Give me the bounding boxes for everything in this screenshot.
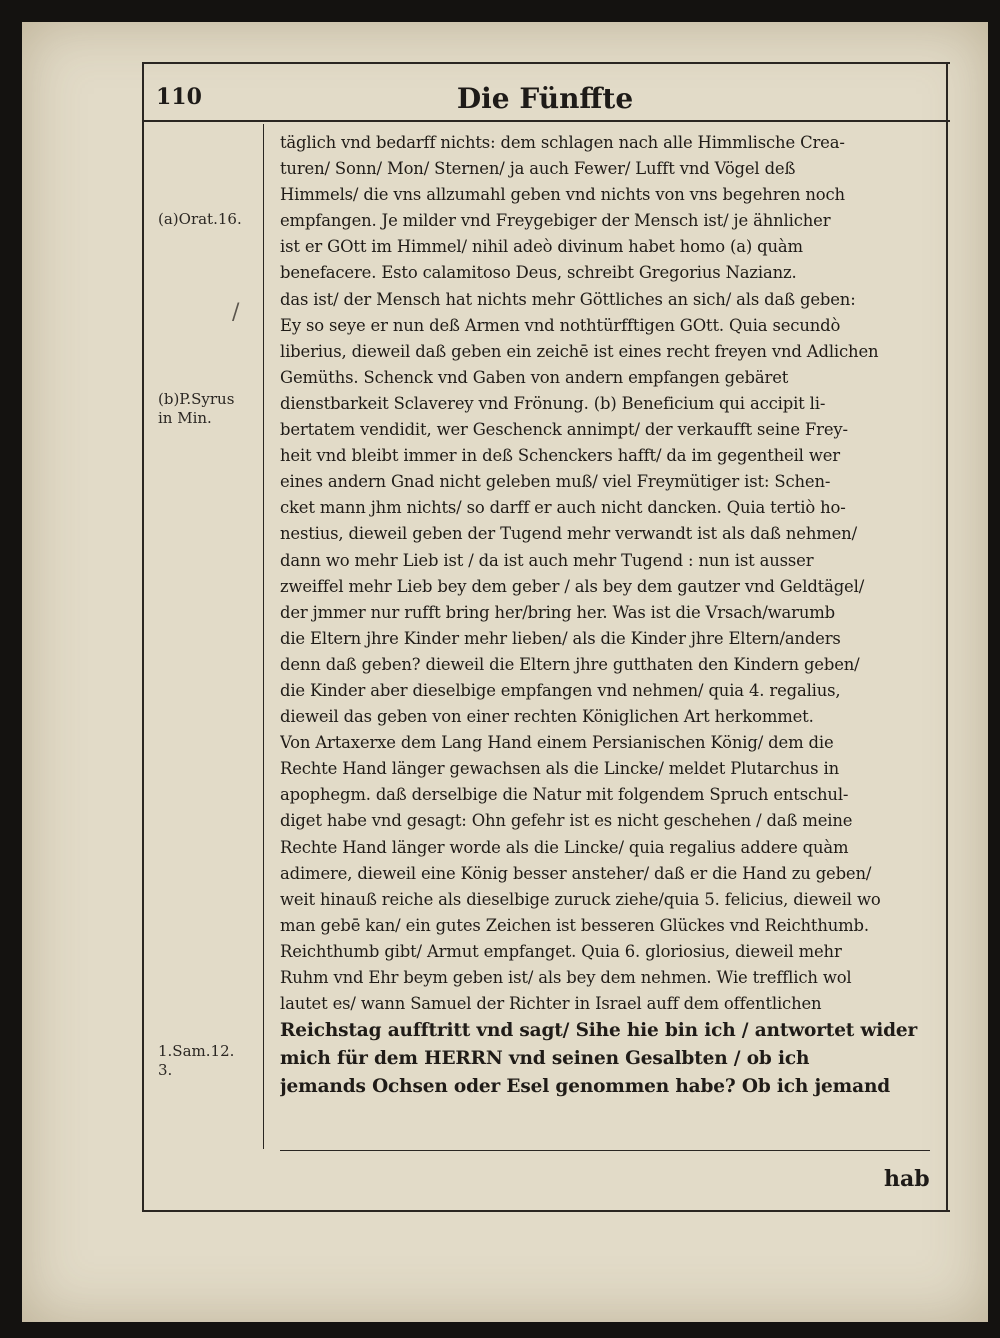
running-title: Die Fünffte (456, 82, 634, 115)
text-line: Reichthumb gibt/ Armut empfanget. Quia 6. gloriosius, dieweil mehr (280, 941, 842, 961)
text-line: Ey so seye er nun deß Armen vnd nothtürfftigen GOtt. Quia secundò (280, 315, 841, 335)
text-line: dieweil das geben von einer rechten Königlichen Art herkommet. (280, 707, 814, 727)
text-bottom-rule (280, 1150, 930, 1151)
text-line: dienstbarkeit Sclaverey vnd Frönung. (b) Beneficium qui accipit li- (280, 393, 826, 413)
text-line: liberius, dieweil daß geben ein zeichē ist eines recht freyen vnd Adlichen (280, 341, 879, 361)
right-frame-rule (946, 62, 948, 1212)
text-line: man gebē kan/ ein gutes Zeichen ist besseren Glückes vnd Reichthumb. (280, 915, 869, 935)
text-line: dann wo mehr Lieb ist / da ist auch mehr Tugend : nun ist ausser (280, 550, 814, 570)
text-line: diget habe vnd gesagt: Ohn gefehr ist es nicht geschehen / daß meine (280, 811, 853, 831)
text-line: weit hinauß reiche als dieselbige zuruck ziehe/quia 5. felicius, dieweil wo (280, 889, 881, 909)
text-line: ist er GOtt im Himmel/ nihil adeò divinum habet homo (a) quàm (280, 237, 803, 257)
running-head (150, 82, 940, 118)
text-line-emphasis: mich für dem HERRN vnd seinen Gesalbten / ob ich (280, 1048, 810, 1070)
text-line: der jmmer nur rufft bring her/bring her. Was ist die Vrsach/warumb (280, 602, 835, 622)
left-frame-rule (142, 62, 144, 1212)
text-line: eines andern Gnad nicht geleben muß/ viel Freymütiger ist: Schen- (280, 472, 831, 492)
text-line: das ist/ der Mensch hat nichts mehr Göttliches an sich/ als daß geben: (280, 289, 856, 309)
text-line: turen/ Sonn/ Mon/ Sternen/ ja auch Fewer/ Lufft vnd Vögel deß (280, 159, 796, 179)
text-line: cket mann jhm nichts/ so darff er auch nicht dancken. Quia tertiò ho- (280, 498, 846, 518)
margin-note: 1.Sam.12. 3. (158, 1042, 235, 1079)
text-line: benefacere. Esto calamitoso Deus, schreibt Gregorius Nazianz. (280, 263, 797, 283)
text-line: Von Artaxerxe dem Lang Hand einem Persianischen König/ dem die (280, 733, 834, 753)
text-line: nestius, dieweil geben der Tugend mehr verwandt ist als daß nehmen/ (280, 524, 857, 544)
text-line-emphasis: jemands Ochsen oder Esel genommen habe? Ob ich jemand (280, 1076, 891, 1098)
column-rule (263, 124, 264, 1149)
text-line: adimere, dieweil eine König besser ansteher/ daß er die Hand zu geben/ (280, 863, 872, 883)
text-line-emphasis: Reichstag aufftritt vnd sagt/ Sihe hie bin ich / antwortet wider (280, 1020, 918, 1042)
text-line: die Eltern jhre Kinder mehr lieben/ als die Kinder jhre Eltern/anders (280, 628, 841, 648)
text-line: denn daß geben? dieweil die Eltern jhre gutthaten den Kindern geben/ (280, 654, 860, 674)
text-line: täglich vnd bedarff nichts: dem schlagen nach alle Himmlische Crea- (280, 133, 845, 152)
text-line: Rechte Hand länger worde als die Lincke/ quia regalius addere quàm (280, 837, 849, 857)
text-line: apophegm. daß derselbige die Natur mit folgendem Spruch entschul- (280, 785, 849, 805)
text-line: Gemüths. Schenck vnd Gaben von andern empfangen gebäret (280, 367, 789, 387)
ink-stroke-icon: / (232, 300, 240, 325)
text-line: Rechte Hand länger gewachsen als die Lincke/ meldet Plutarchus in (280, 759, 839, 779)
page-number: 110 (156, 84, 202, 110)
margin-note: (a)Orat.16. (158, 210, 242, 228)
header-rule (142, 120, 950, 122)
top-rule (142, 62, 950, 64)
text-line: lautet es/ wann Samuel der Richter in Israel auff dem offentlichen (280, 994, 822, 1014)
text-line: zweiffel mehr Lieb bey dem geber / als bey dem gautzer vnd Geldtägel/ (280, 576, 865, 596)
catchword: hab (884, 1166, 930, 1192)
text-line: Ruhm vnd Ehr beym geben ist/ als bey dem nehmen. Wie trefflich wol (280, 968, 852, 987)
bottom-rule (142, 1210, 950, 1212)
text-line: bertatem vendidit, wer Geschenck annimpt/ der verkaufft seine Frey- (280, 420, 848, 440)
text-line: empfangen. Je milder vnd Freygebiger der Mensch ist/ je ähnlicher (280, 211, 831, 231)
text-line: heit vnd bleibt immer in deß Schenckers hafft/ da im gegentheil wer (280, 446, 840, 466)
margin-note: (b)P.Syrus in Min. (158, 390, 235, 427)
text-line: Himmels/ die vns allzumahl geben vnd nichts von vns begehren noch (280, 185, 845, 205)
body-text (280, 130, 930, 1101)
text-line: die Kinder aber dieselbige empfangen vnd nehmen/ quia 4. regalius, (280, 680, 841, 700)
